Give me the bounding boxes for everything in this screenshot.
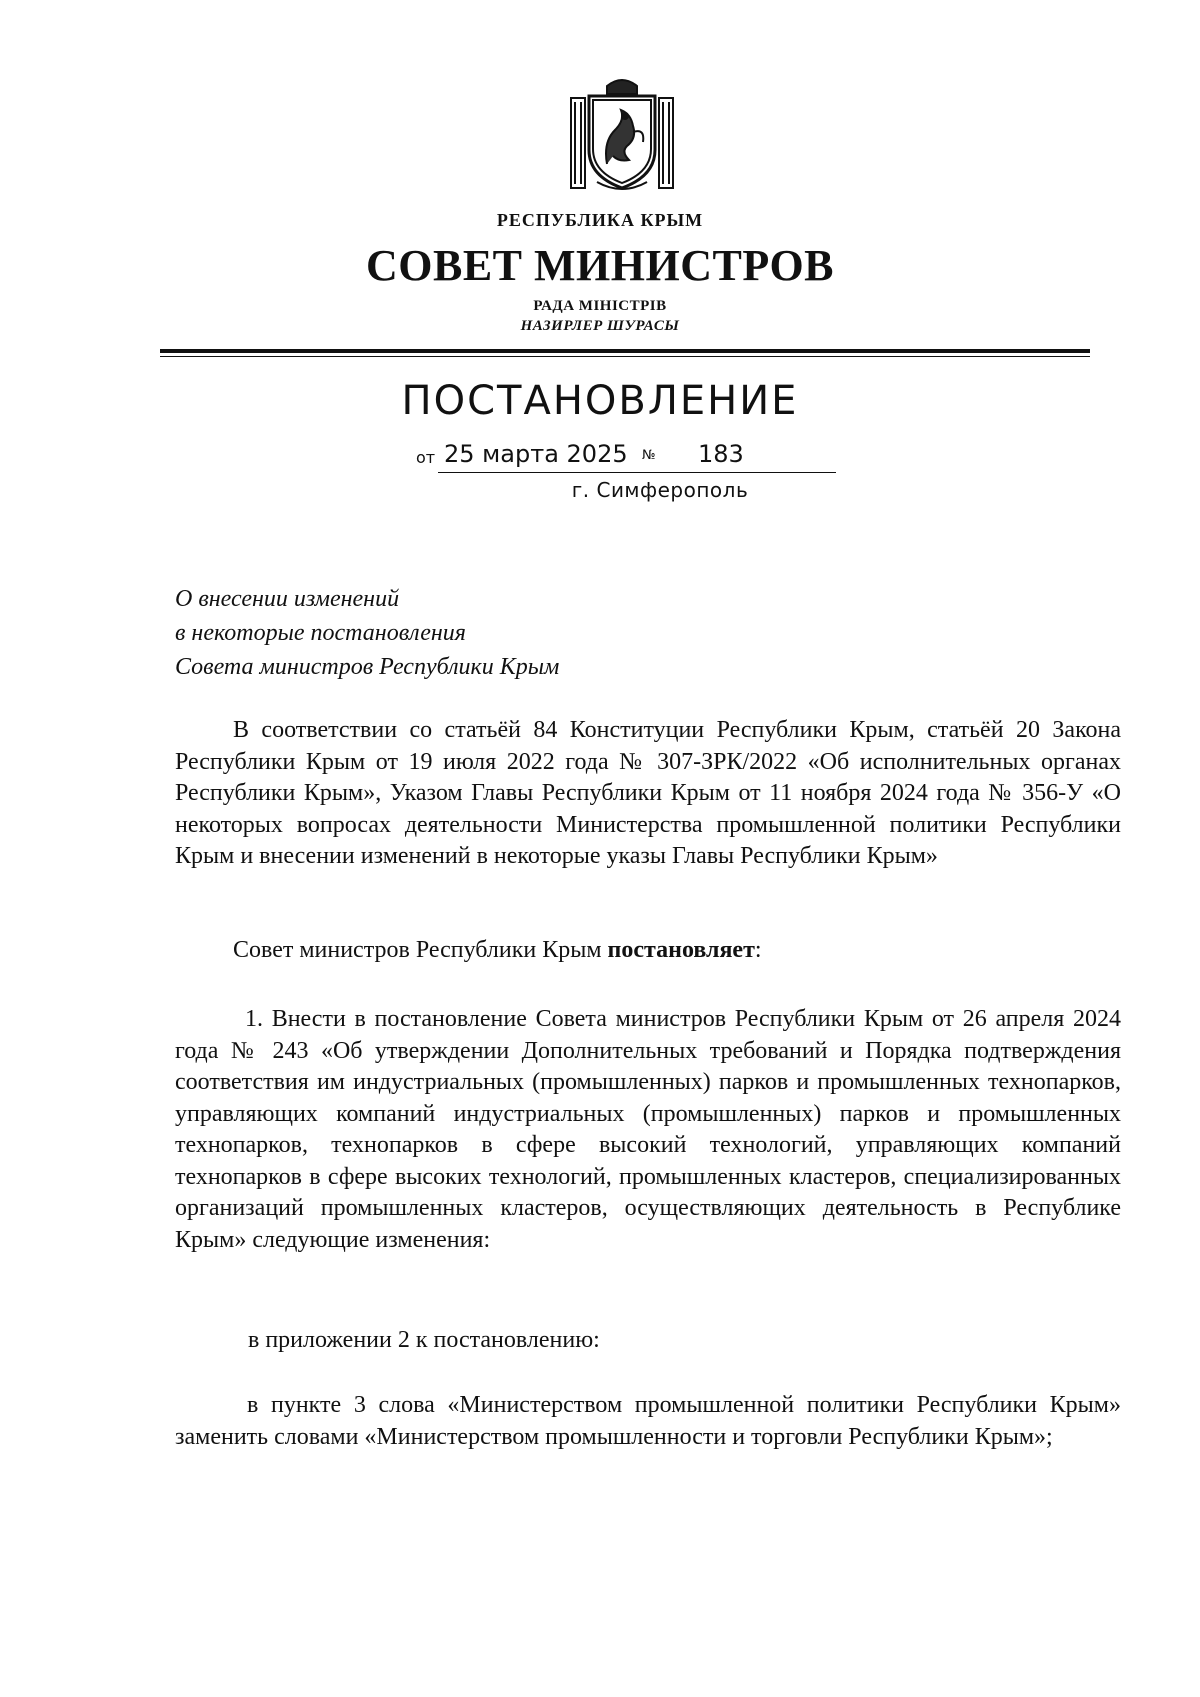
decree-title: ПОСТАНОВЛЕНИЕ [401,378,799,424]
number-prefix: № [642,448,656,463]
decree-date: 25 марта 2025 [444,440,628,468]
subject-line: в некоторые постановления [175,620,466,646]
decree-subject [175,582,875,684]
point-3-paragraph: в пункте 3 слова «Министерством промышленной политики Республики Крым» заменить словами «Министерством промышленности и торговли Республики Крым»; [175,1392,1121,1450]
subject-line: Совета министров Республики Крым [175,654,560,680]
header-divider-thick [160,349,1090,353]
subject-line: О внесении изменений [175,586,400,612]
decree-dateline [416,440,836,470]
council-decides-text: Совет министров Республики Крым [233,937,608,963]
crimea-coat-of-arms-icon [563,72,681,194]
decree-number: 183 [698,440,744,468]
council-decides-line [233,935,762,967]
decree-city: г. Симферополь [571,478,749,502]
republic-heading: РЕСПУБЛИКА КРЫМ [496,210,704,230]
decides-word: постановляет [607,937,755,963]
item-1-paragraph: 1. Внести в постановление Совета министров Республики Крым от 26 апреля 2024 года № 243 «Об утверждении Дополнительных требований и Порядка подтверждения соответствия им индустриальных (промышленных) парков и промышленных технопарков, управляющих компаний индустриальных (промышленных) парков и промышленных технопарков, технопарков в сфере высокий технологий, управляющих компаний технопарков в сфере высоких технологий, промышленных кластеров, специализированных организаций промышленных кластеров, осуществляющих деятельность в Республике Крым» следующие изменения: [175,1006,1121,1253]
council-heading: СОВЕТ МИНИСТРОВ [365,241,835,290]
council-heading-crimean-tatar: НАЗИРЛЕР ШУРАСЫ [520,318,680,334]
date-prefix: от [416,448,436,467]
preamble-paragraph: В соответствии со статьёй 84 Конституции Республики Крым, статьёй 20 Закона Республики Крым от 19 июля 2022 года № 307-ЗРК/2022 «Об исполнительных органах Республики Крым», Указом Главы Республики Крым от 11 ноября 2024 года № 356-У «О некоторых вопросах деятельности Министерства промышленной политики Республики Крым и внесении изменений в некоторые указы Главы Республики Крым» [175,717,1121,869]
council-heading-ukrainian: РАДА МІНІСТРІВ [533,298,667,314]
dateline-underline [438,472,836,473]
header-divider-thin [160,356,1090,357]
decides-colon: : [754,937,762,963]
annex-paragraph: в приложении 2 к постановлению: [248,1327,600,1353]
